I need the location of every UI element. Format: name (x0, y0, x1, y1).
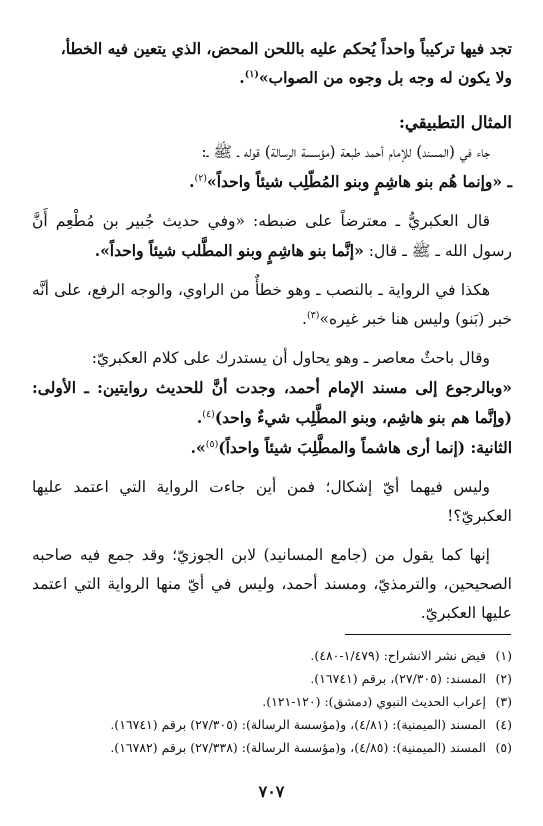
intro-end: . (239, 68, 245, 87)
footnote-number: (١) (495, 648, 512, 663)
footnote-number: (٣) (495, 694, 512, 709)
page-body (32, 34, 512, 628)
intro-line-2: ولا يكون له وجه بل وجوه من الصواب» (258, 68, 512, 87)
footnote-4 (32, 713, 512, 736)
footnote-number: (٥) (495, 740, 512, 755)
paragraph-3-text: هكذا في الرواية ـ بالنصب ـ وهو خطأٌ من الراوي، والوجه الرفع، على أنَّه خبر (بَنو) وليس هنا خبر غيره» (32, 281, 512, 328)
footnote-3 (32, 690, 512, 713)
section-heading: المثال التطبيقي: (398, 113, 512, 132)
paragraph-2-text: قال العكبريُّ ـ معترضاً على ضبطه: «وفي حديث جُبير بن مُطْعِم أَنَّ رسول الله ـ ﷺ ـ قال: (32, 212, 512, 260)
paragraph-4-quote: «وبالرجوع إلى مسند الإمام أحمد، وجدت أنَّ للحديث روايتين: ـ الأولى: (وإنَّما هم بنو هاشِم، وبنو المطَّلِب شيءٌ واحد) (32, 378, 512, 427)
footnote-2 (32, 667, 512, 690)
footnote-text: إعراب الحديث النبوي (دمشق): (١٢٠-١٢١). (262, 694, 486, 709)
paragraph-1-text: جاء في (المسند) للإمام أحمد طبعة (مؤسسة الرسالة) قوله ـ ﷺ ـ: (201, 143, 490, 161)
paragraph-2 (32, 207, 512, 266)
footnote-1 (32, 644, 512, 667)
paragraph-3 (32, 276, 512, 334)
footnote-ref-2[interactable]: (٢) (194, 172, 208, 184)
footnote-ref-1[interactable]: (١) (244, 68, 259, 80)
paragraph-1 (32, 138, 512, 197)
paragraph-3-end: . (302, 310, 307, 328)
intro-line-1: تجد فيها تركيباً واحداً يُحكم عليه باللحن المحض، الذي يتعين فيه الخطأ، (60, 39, 512, 58)
paragraph-5: وليس فيهما أيّ إشكال؛ فمن أين جاءت الرواية التي اعتمد عليها العكبريّ؟! (32, 478, 512, 525)
paragraph-2-quote-end: . (94, 241, 101, 260)
footnote-number: (٤) (495, 717, 512, 732)
paragraph-1-quote: ـ «وإنما هُم بنو هاشِمٍ وبنو المُطّلِب شيئاً واحداً» (207, 172, 512, 191)
footnote-ref-3[interactable]: (٣) (306, 309, 320, 321)
footnote-text: المسند (الميمنية): (٤/٨٥)، و(مؤسسة الرسالة): (٢٧/٣٣٨) برقم (١٦٧٨٢). (110, 740, 486, 755)
footnote-text: المسند: (٢٧/٣٠٥)، برقم (١٦٧٤١). (310, 671, 486, 686)
footnote-divider (345, 634, 511, 635)
paragraph-4-second: الثانية: (إنما أرى هاشماً والمطَّلِبَ شيئاً واحداً) (218, 438, 512, 457)
footnote-ref-4[interactable]: (٤) (202, 408, 215, 420)
paragraph-6: إنها كما يقول من (جامع المسانيد) لابن الجوزيّ؛ وقد جمع فيه صاحبه الصحيحين، والترمذيّ، ومسند أحمد، وليس في أيّ منها الرواية التي اعتمد عليها العكبريّ. (32, 546, 512, 622)
footnote-ref-5[interactable]: (٥) (205, 438, 219, 450)
footnote-text: المسند (الميمنية): (٤/٨١)، و(مؤسسة الرسالة): (٢٧/٣٠٥) برقم (١٦٧٤١). (110, 717, 486, 732)
footnote-5 (32, 736, 512, 759)
page-number: ٧٠٧ (258, 782, 285, 801)
paragraph-1-quote-end: . (189, 172, 195, 191)
paragraph-4-text: وقال باحثٌ معاصر ـ وهو يحاول أن يستدرك على كلام العكبريّ: (91, 349, 490, 367)
footnote-number: (٢) (495, 671, 512, 686)
intro-paragraph (32, 34, 512, 92)
paragraph-2-quote: «إنَّما بنو هاشِمٍ وبنو المطَّلب شيئاً واحداً» (100, 241, 364, 260)
paragraph-4-second-end: ». (190, 438, 206, 457)
footnotes (32, 644, 512, 759)
footnote-text: فيض نشر الانشراح: (١/٤٧٩-٤٨٠). (310, 648, 486, 663)
paragraph-4-quote-end: . (196, 408, 203, 427)
paragraph-4 (32, 344, 512, 463)
